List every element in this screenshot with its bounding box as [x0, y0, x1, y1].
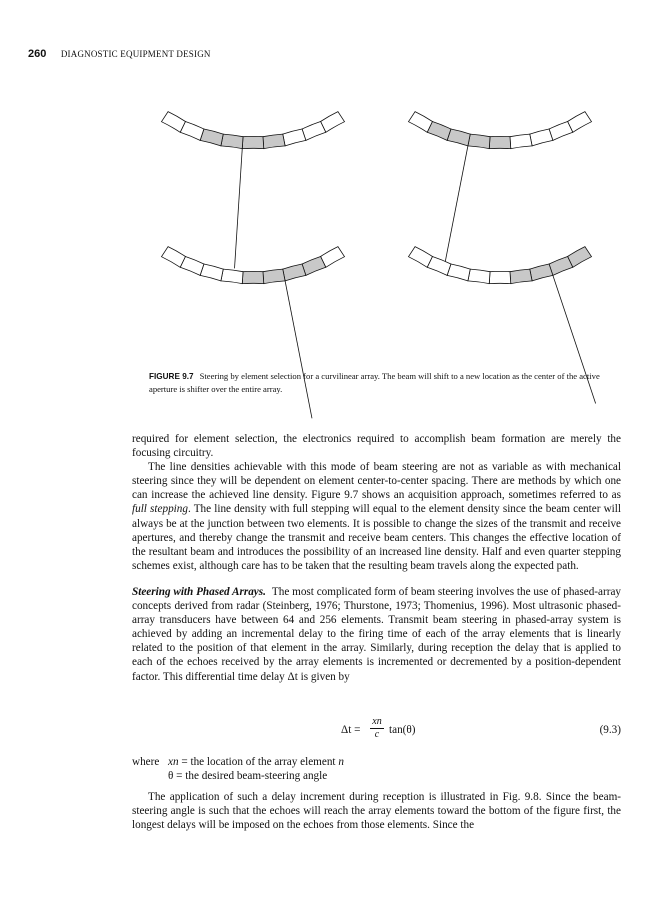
paragraph-4: The application of such a delay increment during reception is illustrated in Fig. 9.8. Since the beam-steering angle is such that the echoes will reach the array elements toward the bottom of the figure first, the longest delays will be imposed on the echoes from those elements. Since the [132, 791, 621, 832]
paragraph-2: The line densities achievable with this mode of beam steering are not as variable as with mechanical steering since they will be dependent on element center-to-center spacing. There are methods by which one can increase the achieved line density. Figure 9.7 shows an acquisition approach, sometimes referred to as full stepping. The line density with full stepping will equal to the element density since the beam center will always be at the junction between two elements. It is possible to change the sizes of the transmit and receive apertures, and thereby change the transmit and receive beam centers. This changes the effective location of the resultant beam and introduces the possibility of an increased line density. Half and even quarter stepping schemes exist, although care has to be taken that the resulting beam travels along the expected path. [132, 461, 621, 572]
body-text [132, 432, 621, 684]
array-element [221, 269, 243, 284]
where-label: where [132, 756, 160, 768]
active-array-element [283, 264, 306, 281]
active-array-element [221, 134, 243, 149]
array-element [161, 112, 185, 133]
where-symbol-2: θ [168, 770, 174, 782]
running-title: DIAGNOSTIC EQUIPMENT DESIGN [60, 49, 211, 59]
array-element [489, 271, 511, 283]
array-panel [408, 112, 591, 264]
active-array-element [447, 129, 470, 146]
active-array-element [468, 134, 490, 149]
paragraph-3: Steering with Phased Arrays. The most complicated form of beam steering involves the use of phased-array concepts derived from radar (Steinberg, 1976; Thurstone, 1973; Thomenius, 1996). Most ultrasonic phased-array transducers have between 64 and 256 elements. Transmit beam steering in phased-array system is achieved by adding an incremental delay to the firing time of each of the array elements that is linearly related to the position of that element in the array. Similarly, during reception the delay that is applied to each of the echoes received by the array elements is incremented or decremented by a position-dependent factor. This differential time delay Δt is given by [132, 585, 622, 683]
array-panel [161, 112, 344, 269]
equation-numerator: xn [372, 716, 382, 727]
section-heading: Steering with Phased Arrays. [132, 585, 266, 598]
array-element [200, 264, 223, 281]
active-array-element [549, 256, 573, 275]
array-element [549, 121, 573, 140]
array-element [408, 247, 432, 268]
active-array-element [242, 271, 264, 283]
equation-rhs: tan(θ) [389, 724, 416, 736]
where-symbol-1: xn [168, 756, 179, 768]
array-element [447, 264, 470, 281]
array-element [530, 129, 553, 146]
beam-line [285, 281, 312, 418]
paragraph-1: required for element selection, the electronics required to accomplish beam formation are merely the focusing circuitry. [132, 433, 621, 460]
array-element [468, 269, 490, 284]
active-array-element [242, 136, 264, 148]
where-clause: where xn = the location of the array element n θ = the desired beam-steering angle [132, 756, 344, 782]
beam-line [235, 149, 243, 269]
page-number: 260 [28, 48, 47, 60]
active-array-element [200, 129, 223, 146]
equation-number: (9.3) [599, 724, 621, 736]
active-array-element [302, 256, 326, 275]
where-variable: n [338, 756, 344, 768]
array-element [161, 247, 185, 268]
equation-lhs: Δt = [341, 724, 361, 736]
active-array-element [263, 269, 285, 284]
caption-text: Steering by element selection for a curvilinear array. The beam will shift to a new location as the center of the active aperture is shifter over the entire array. [149, 371, 600, 394]
array-element [283, 129, 306, 146]
active-array-element [510, 269, 532, 284]
array-element [302, 121, 326, 140]
equation-fraction [370, 716, 384, 741]
paragraph-4-block [132, 790, 621, 832]
figure-caption [149, 370, 619, 395]
beam-line [445, 146, 468, 264]
active-array-element [263, 134, 285, 149]
caption-label: FIGURE 9.7 [149, 372, 194, 381]
array-element [408, 112, 432, 133]
equation-denominator: c [370, 728, 384, 741]
active-array-element [530, 264, 553, 281]
array-element [510, 134, 532, 149]
active-array-element [489, 136, 511, 148]
equation-9-3 [132, 718, 621, 748]
full-stepping-term: full stepping [132, 503, 188, 516]
